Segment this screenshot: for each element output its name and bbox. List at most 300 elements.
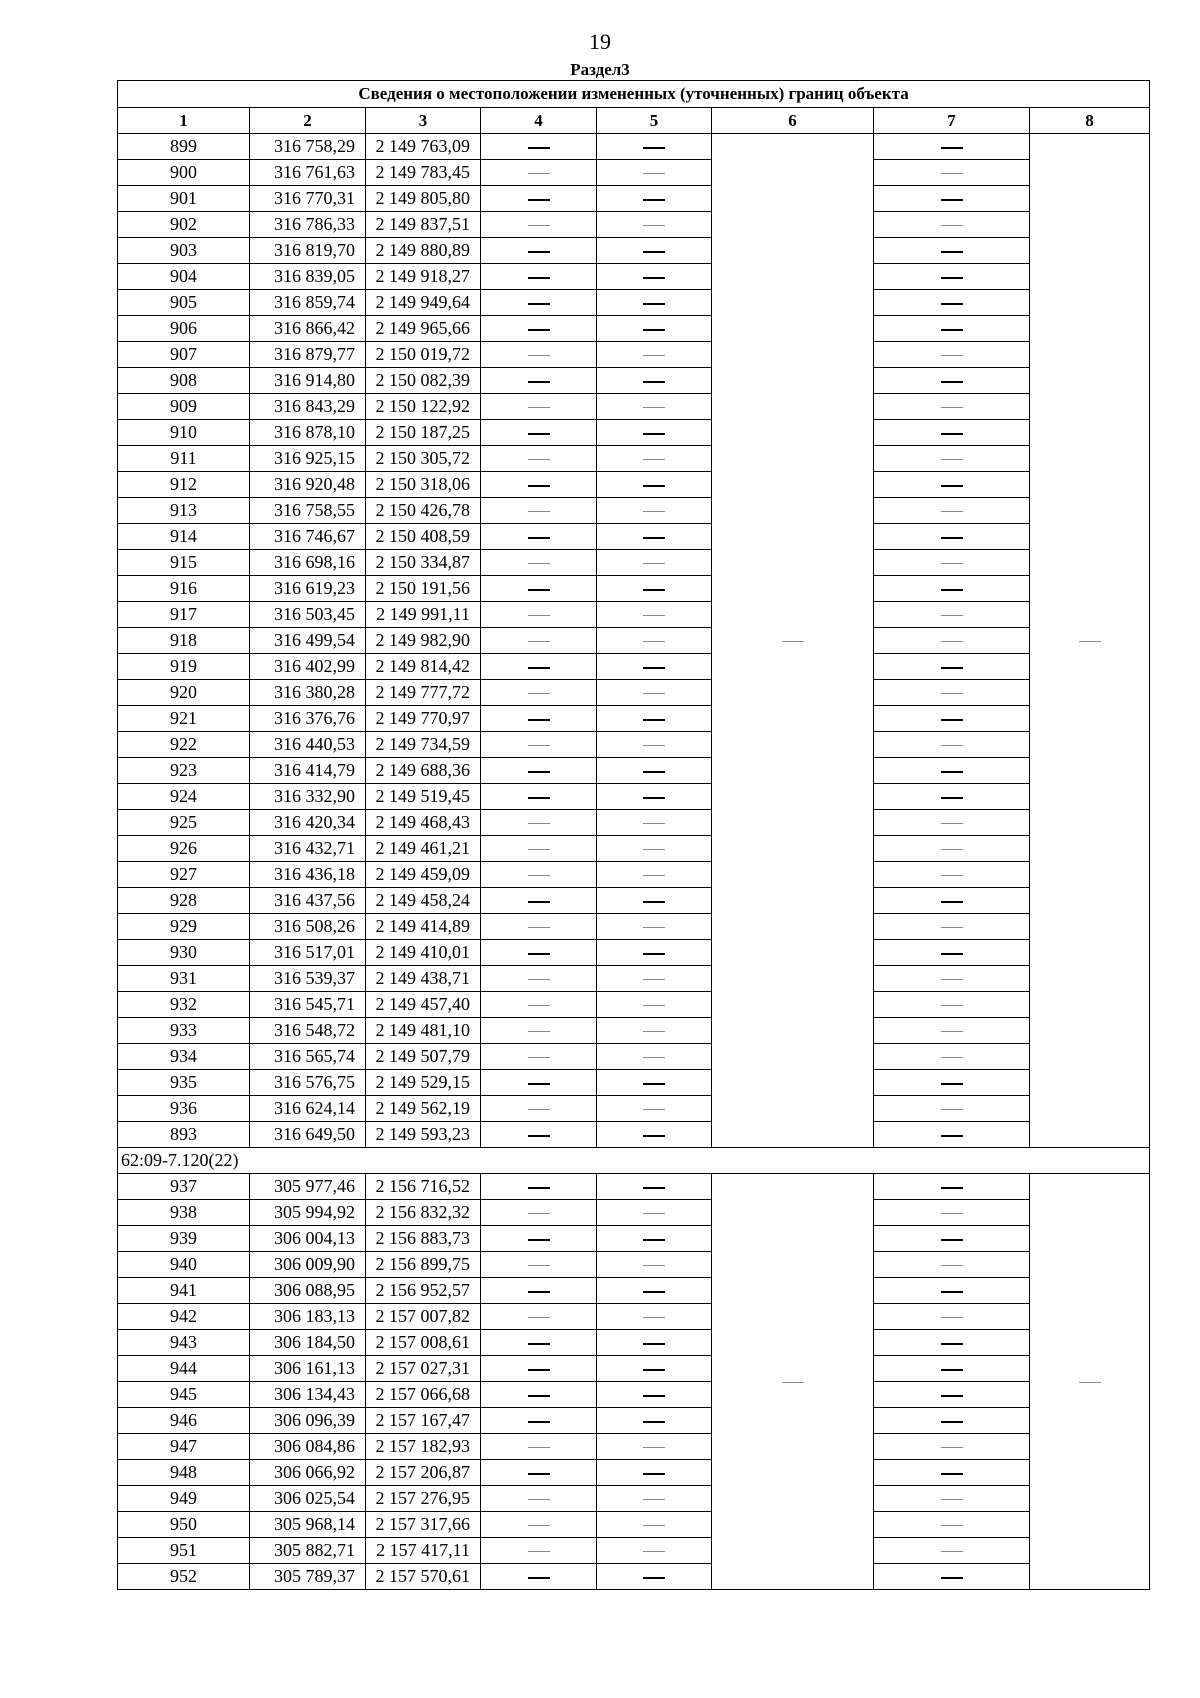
col4-cell bbox=[481, 446, 597, 472]
page-number: 19 bbox=[589, 29, 611, 54]
point-number: 909 bbox=[118, 394, 250, 420]
table-row bbox=[118, 1434, 1150, 1460]
dash-mark bbox=[643, 589, 665, 591]
coordinate-x: 316 624,14 bbox=[250, 1096, 366, 1122]
col7-cell bbox=[874, 1278, 1030, 1304]
point-number: 941 bbox=[118, 1278, 250, 1304]
col7-cell bbox=[874, 186, 1030, 212]
dash-mark bbox=[941, 485, 963, 487]
dash-mark bbox=[941, 979, 963, 980]
coordinate-y: 2 149 763,09 bbox=[366, 134, 481, 160]
table-row bbox=[118, 602, 1150, 628]
dash-mark bbox=[643, 1265, 665, 1266]
coordinate-x: 316 761,63 bbox=[250, 160, 366, 186]
col4-cell bbox=[481, 1538, 597, 1564]
coordinate-y: 2 157 276,95 bbox=[366, 1486, 481, 1512]
col7-cell bbox=[874, 524, 1030, 550]
point-number: 935 bbox=[118, 1070, 250, 1096]
dash-mark bbox=[528, 1499, 550, 1500]
col5-cell bbox=[597, 524, 712, 550]
dash-mark bbox=[643, 1447, 665, 1448]
col4-cell bbox=[481, 732, 597, 758]
dash-mark bbox=[941, 719, 963, 721]
table-row bbox=[118, 1174, 1150, 1200]
col7-cell bbox=[874, 1096, 1030, 1122]
col7-cell bbox=[874, 290, 1030, 316]
col4-cell bbox=[481, 576, 597, 602]
dash-mark bbox=[528, 251, 550, 253]
coordinate-y: 2 149 461,21 bbox=[366, 836, 481, 862]
col7-cell bbox=[874, 498, 1030, 524]
col4-cell bbox=[481, 1018, 597, 1044]
point-number: 924 bbox=[118, 784, 250, 810]
dash-mark bbox=[643, 225, 665, 226]
dash-mark bbox=[643, 797, 665, 799]
coordinate-x: 305 977,46 bbox=[250, 1174, 366, 1200]
coordinate-x: 316 437,56 bbox=[250, 888, 366, 914]
coordinate-y: 2 149 918,27 bbox=[366, 264, 481, 290]
table-row bbox=[118, 628, 1150, 654]
point-number: 901 bbox=[118, 186, 250, 212]
col5-cell bbox=[597, 836, 712, 862]
dash-mark bbox=[528, 1317, 550, 1318]
dash-mark bbox=[528, 459, 550, 460]
col7-cell bbox=[874, 212, 1030, 238]
table-row bbox=[118, 1460, 1150, 1486]
col4-cell bbox=[481, 472, 597, 498]
dash-mark bbox=[941, 1135, 963, 1137]
table-row bbox=[118, 758, 1150, 784]
coordinate-y: 2 157 570,61 bbox=[366, 1564, 481, 1590]
table-row bbox=[118, 680, 1150, 706]
coordinate-y: 2 149 805,80 bbox=[366, 186, 481, 212]
point-number: 927 bbox=[118, 862, 250, 888]
col4-cell bbox=[481, 628, 597, 654]
dash-mark bbox=[643, 1005, 665, 1006]
dash-mark bbox=[528, 563, 550, 564]
col7-cell bbox=[874, 446, 1030, 472]
col7-cell bbox=[874, 134, 1030, 160]
col7-cell bbox=[874, 394, 1030, 420]
dash-mark bbox=[941, 147, 963, 149]
point-number: 945 bbox=[118, 1382, 250, 1408]
point-number: 943 bbox=[118, 1330, 250, 1356]
dash-mark bbox=[643, 355, 665, 356]
dash-mark bbox=[941, 1499, 963, 1500]
dash-mark bbox=[941, 849, 963, 850]
col4-cell bbox=[481, 394, 597, 420]
dash-mark bbox=[941, 537, 963, 539]
table-row bbox=[118, 1408, 1150, 1434]
dash-mark bbox=[528, 797, 550, 799]
col5-cell bbox=[597, 1304, 712, 1330]
dash-mark bbox=[941, 771, 963, 773]
col4-cell bbox=[481, 290, 597, 316]
dash-mark bbox=[941, 1213, 963, 1214]
column-header-5: 5 bbox=[597, 108, 712, 134]
col5-cell bbox=[597, 602, 712, 628]
dash-mark bbox=[941, 1525, 963, 1526]
col4-cell bbox=[481, 1460, 597, 1486]
table-row bbox=[118, 1070, 1150, 1096]
col5-cell bbox=[597, 160, 712, 186]
point-number: 916 bbox=[118, 576, 250, 602]
dash-mark bbox=[941, 745, 963, 746]
coordinate-y: 2 150 334,87 bbox=[366, 550, 481, 576]
dash-mark bbox=[643, 1343, 665, 1345]
col7-cell bbox=[874, 1564, 1030, 1590]
point-number: 899 bbox=[118, 134, 250, 160]
table-row bbox=[118, 1538, 1150, 1564]
col8-merged-cell bbox=[1030, 1174, 1150, 1590]
dash-mark bbox=[528, 641, 550, 642]
coordinate-y: 2 157 317,66 bbox=[366, 1512, 481, 1538]
dash-mark bbox=[528, 849, 550, 850]
coordinate-x: 316 758,29 bbox=[250, 134, 366, 160]
col5-cell bbox=[597, 1252, 712, 1278]
dash-mark bbox=[941, 693, 963, 694]
dash-mark bbox=[941, 1187, 963, 1189]
dash-mark bbox=[643, 745, 665, 746]
col4-cell bbox=[481, 368, 597, 394]
dash-mark bbox=[941, 953, 963, 955]
coordinate-x: 316 420,34 bbox=[250, 810, 366, 836]
col5-cell bbox=[597, 1044, 712, 1070]
col7-cell bbox=[874, 940, 1030, 966]
col7-cell bbox=[874, 732, 1030, 758]
dash-mark bbox=[643, 1525, 665, 1526]
dash-mark bbox=[643, 1109, 665, 1110]
point-number: 908 bbox=[118, 368, 250, 394]
col7-cell bbox=[874, 264, 1030, 290]
coordinate-y: 2 150 191,56 bbox=[366, 576, 481, 602]
col5-cell bbox=[597, 1226, 712, 1252]
dash-mark bbox=[528, 433, 550, 435]
coordinate-y: 2 157 167,47 bbox=[366, 1408, 481, 1434]
column-header-row bbox=[118, 108, 1150, 134]
col5-cell bbox=[597, 1382, 712, 1408]
coordinate-x: 316 545,71 bbox=[250, 992, 366, 1018]
dash-mark bbox=[528, 199, 550, 201]
dash-mark bbox=[1079, 641, 1101, 642]
point-number: 893 bbox=[118, 1122, 250, 1148]
dash-mark bbox=[528, 1265, 550, 1266]
point-number: 922 bbox=[118, 732, 250, 758]
col4-cell bbox=[481, 1044, 597, 1070]
col5-cell bbox=[597, 316, 712, 342]
coordinate-y: 2 149 459,09 bbox=[366, 862, 481, 888]
table-row bbox=[118, 1330, 1150, 1356]
table-row bbox=[118, 238, 1150, 264]
col5-cell bbox=[597, 706, 712, 732]
dash-mark bbox=[941, 199, 963, 201]
dash-mark bbox=[643, 849, 665, 850]
coordinate-y: 2 157 417,11 bbox=[366, 1538, 481, 1564]
col7-cell bbox=[874, 1512, 1030, 1538]
col7-cell bbox=[874, 342, 1030, 368]
col7-cell bbox=[874, 576, 1030, 602]
col7-cell bbox=[874, 758, 1030, 784]
coordinate-x: 316 380,28 bbox=[250, 680, 366, 706]
dash-mark bbox=[941, 563, 963, 564]
dash-mark bbox=[941, 589, 963, 591]
col7-cell bbox=[874, 654, 1030, 680]
group-header-row bbox=[118, 1148, 1150, 1174]
coordinate-y: 2 156 899,75 bbox=[366, 1252, 481, 1278]
coordinate-x: 316 376,76 bbox=[250, 706, 366, 732]
dash-mark bbox=[941, 927, 963, 928]
coordinate-y: 2 156 883,73 bbox=[366, 1226, 481, 1252]
point-number: 932 bbox=[118, 992, 250, 1018]
col7-cell bbox=[874, 992, 1030, 1018]
col8-merged-cell bbox=[1030, 134, 1150, 1148]
dash-mark bbox=[941, 1473, 963, 1475]
col4-cell bbox=[481, 654, 597, 680]
dash-mark bbox=[643, 147, 665, 149]
coordinate-y: 2 149 965,66 bbox=[366, 316, 481, 342]
col4-cell bbox=[481, 1408, 597, 1434]
point-number: 910 bbox=[118, 420, 250, 446]
coordinate-x: 316 548,72 bbox=[250, 1018, 366, 1044]
dash-mark bbox=[941, 797, 963, 799]
point-number: 900 bbox=[118, 160, 250, 186]
dash-mark bbox=[643, 381, 665, 383]
table-row bbox=[118, 316, 1150, 342]
table-row bbox=[118, 1486, 1150, 1512]
col4-cell bbox=[481, 1434, 597, 1460]
col7-cell bbox=[874, 810, 1030, 836]
col5-cell bbox=[597, 1278, 712, 1304]
point-number: 904 bbox=[118, 264, 250, 290]
coordinate-x: 316 576,75 bbox=[250, 1070, 366, 1096]
dash-mark bbox=[941, 511, 963, 512]
col4-cell bbox=[481, 1174, 597, 1200]
dash-mark bbox=[941, 1369, 963, 1371]
coordinate-x: 316 503,45 bbox=[250, 602, 366, 628]
table-row bbox=[118, 784, 1150, 810]
coordinate-y: 2 149 414,89 bbox=[366, 914, 481, 940]
table-row bbox=[118, 966, 1150, 992]
table-row bbox=[118, 1200, 1150, 1226]
dash-mark bbox=[941, 329, 963, 331]
dash-mark bbox=[528, 1291, 550, 1293]
dash-mark bbox=[941, 433, 963, 435]
col5-cell bbox=[597, 758, 712, 784]
col7-cell bbox=[874, 1044, 1030, 1070]
dash-mark bbox=[528, 485, 550, 487]
column-header-6: 6 bbox=[712, 108, 874, 134]
column-header-1: 1 bbox=[118, 108, 250, 134]
dash-mark bbox=[643, 199, 665, 201]
col5-cell bbox=[597, 1538, 712, 1564]
table-body bbox=[118, 134, 1150, 1590]
table-row bbox=[118, 862, 1150, 888]
dash-mark bbox=[528, 1473, 550, 1475]
point-number: 928 bbox=[118, 888, 250, 914]
point-number: 931 bbox=[118, 966, 250, 992]
col4-cell bbox=[481, 1512, 597, 1538]
col5-cell bbox=[597, 576, 712, 602]
coordinate-y: 2 157 066,68 bbox=[366, 1382, 481, 1408]
dash-mark bbox=[528, 1343, 550, 1345]
point-number: 919 bbox=[118, 654, 250, 680]
coordinate-x: 316 758,55 bbox=[250, 498, 366, 524]
coordinate-y: 2 149 529,15 bbox=[366, 1070, 481, 1096]
coordinate-x: 305 968,14 bbox=[250, 1512, 366, 1538]
column-header-3: 3 bbox=[366, 108, 481, 134]
coordinate-x: 306 088,95 bbox=[250, 1278, 366, 1304]
dash-mark bbox=[528, 667, 550, 669]
table-row bbox=[118, 1356, 1150, 1382]
coordinate-y: 2 149 458,24 bbox=[366, 888, 481, 914]
dash-mark bbox=[941, 407, 963, 408]
col5-cell bbox=[597, 1486, 712, 1512]
point-number: 917 bbox=[118, 602, 250, 628]
dash-mark bbox=[941, 1057, 963, 1058]
dash-mark bbox=[941, 1239, 963, 1241]
coordinate-x: 316 746,67 bbox=[250, 524, 366, 550]
dash-mark bbox=[643, 1395, 665, 1397]
point-number: 926 bbox=[118, 836, 250, 862]
dash-mark bbox=[528, 1577, 550, 1579]
col4-cell bbox=[481, 524, 597, 550]
point-number: 949 bbox=[118, 1486, 250, 1512]
col7-cell bbox=[874, 1382, 1030, 1408]
col7-cell bbox=[874, 1356, 1030, 1382]
coordinate-x: 316 517,01 bbox=[250, 940, 366, 966]
coordinate-x: 316 819,70 bbox=[250, 238, 366, 264]
dash-mark bbox=[528, 1395, 550, 1397]
dash-mark bbox=[643, 719, 665, 721]
dash-mark bbox=[643, 407, 665, 408]
dash-mark bbox=[643, 615, 665, 616]
dash-mark bbox=[643, 875, 665, 876]
coordinate-x: 305 994,92 bbox=[250, 1200, 366, 1226]
coordinate-x: 306 025,54 bbox=[250, 1486, 366, 1512]
col7-cell bbox=[874, 1460, 1030, 1486]
col5-cell bbox=[597, 966, 712, 992]
coordinate-y: 2 156 832,32 bbox=[366, 1200, 481, 1226]
dash-mark bbox=[941, 355, 963, 356]
coordinate-y: 2 149 783,45 bbox=[366, 160, 481, 186]
coordinate-y: 2 149 481,10 bbox=[366, 1018, 481, 1044]
point-number: 923 bbox=[118, 758, 250, 784]
table-row bbox=[118, 212, 1150, 238]
dash-mark bbox=[643, 667, 665, 669]
coordinate-y: 2 150 187,25 bbox=[366, 420, 481, 446]
col4-cell bbox=[481, 264, 597, 290]
dash-mark bbox=[528, 511, 550, 512]
col5-cell bbox=[597, 368, 712, 394]
col7-cell bbox=[874, 1018, 1030, 1044]
col5-cell bbox=[597, 1564, 712, 1590]
coordinate-x: 316 402,99 bbox=[250, 654, 366, 680]
col5-cell bbox=[597, 810, 712, 836]
point-number: 902 bbox=[118, 212, 250, 238]
dash-mark bbox=[643, 1291, 665, 1293]
dash-mark bbox=[528, 1031, 550, 1032]
coordinate-y: 2 149 982,90 bbox=[366, 628, 481, 654]
col6-merged-cell bbox=[712, 134, 874, 1148]
point-number: 921 bbox=[118, 706, 250, 732]
dash-mark bbox=[643, 1057, 665, 1058]
col7-cell bbox=[874, 1200, 1030, 1226]
col5-cell bbox=[597, 862, 712, 888]
coordinate-x: 316 539,37 bbox=[250, 966, 366, 992]
col7-cell bbox=[874, 1486, 1030, 1512]
col5-cell bbox=[597, 1460, 712, 1486]
dash-mark bbox=[643, 303, 665, 305]
col5-cell bbox=[597, 1200, 712, 1226]
point-number: 912 bbox=[118, 472, 250, 498]
dash-mark bbox=[643, 823, 665, 824]
coordinate-x: 305 882,71 bbox=[250, 1538, 366, 1564]
col5-cell bbox=[597, 394, 712, 420]
table-row bbox=[118, 290, 1150, 316]
dash-mark bbox=[643, 953, 665, 955]
col4-cell bbox=[481, 420, 597, 446]
coordinate-y: 2 150 082,39 bbox=[366, 368, 481, 394]
col5-cell bbox=[597, 290, 712, 316]
point-number: 936 bbox=[118, 1096, 250, 1122]
point-number: 915 bbox=[118, 550, 250, 576]
dash-mark bbox=[782, 1382, 804, 1383]
col4-cell bbox=[481, 1382, 597, 1408]
table-row bbox=[118, 914, 1150, 940]
dash-mark bbox=[941, 1421, 963, 1423]
coordinate-y: 2 149 837,51 bbox=[366, 212, 481, 238]
coordinate-y: 2 149 519,45 bbox=[366, 784, 481, 810]
col7-cell bbox=[874, 966, 1030, 992]
col5-cell bbox=[597, 1356, 712, 1382]
dash-mark bbox=[941, 303, 963, 305]
point-number: 940 bbox=[118, 1252, 250, 1278]
dash-mark bbox=[643, 329, 665, 331]
col7-cell bbox=[874, 914, 1030, 940]
coordinate-y: 2 149 468,43 bbox=[366, 810, 481, 836]
dash-mark bbox=[528, 303, 550, 305]
dash-mark bbox=[941, 1447, 963, 1448]
coordinate-x: 306 134,43 bbox=[250, 1382, 366, 1408]
dash-mark bbox=[643, 1421, 665, 1423]
col4-cell bbox=[481, 212, 597, 238]
table-row bbox=[118, 394, 1150, 420]
dash-mark bbox=[643, 1213, 665, 1214]
coordinate-x: 316 786,33 bbox=[250, 212, 366, 238]
dash-mark bbox=[528, 147, 550, 149]
coordinate-y: 2 157 182,93 bbox=[366, 1434, 481, 1460]
col7-cell bbox=[874, 1304, 1030, 1330]
table-row bbox=[118, 524, 1150, 550]
col4-cell bbox=[481, 1304, 597, 1330]
col7-cell bbox=[874, 550, 1030, 576]
table-row bbox=[118, 654, 1150, 680]
table-row bbox=[118, 810, 1150, 836]
dash-mark bbox=[528, 1239, 550, 1241]
col7-cell bbox=[874, 1070, 1030, 1096]
coordinate-y: 2 150 305,72 bbox=[366, 446, 481, 472]
col5-cell bbox=[597, 498, 712, 524]
table-row bbox=[118, 134, 1150, 160]
coordinate-x: 306 004,13 bbox=[250, 1226, 366, 1252]
col5-cell bbox=[597, 654, 712, 680]
coordinate-y: 2 150 019,72 bbox=[366, 342, 481, 368]
col4-cell bbox=[481, 1356, 597, 1382]
dash-mark bbox=[528, 1057, 550, 1058]
col5-cell bbox=[597, 472, 712, 498]
dash-mark bbox=[528, 615, 550, 616]
dash-mark bbox=[643, 173, 665, 174]
